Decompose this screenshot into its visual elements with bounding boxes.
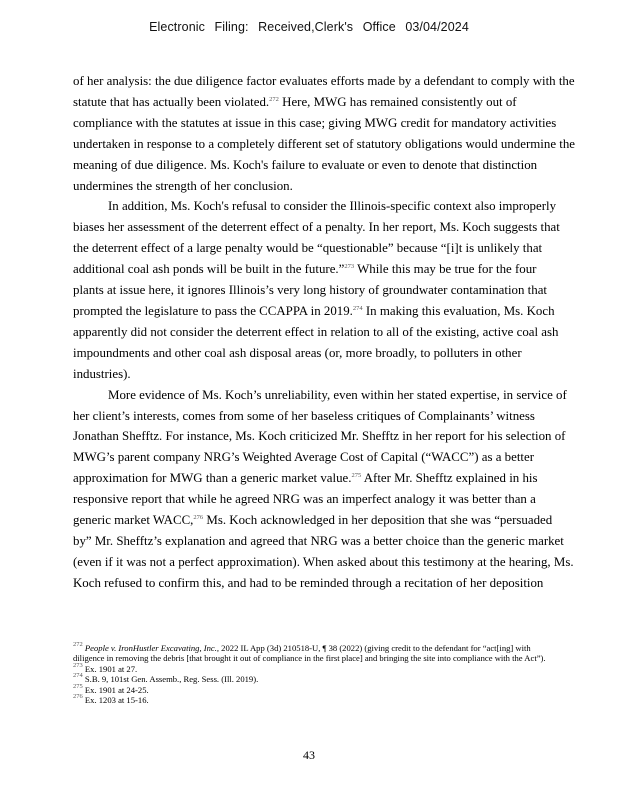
text-line: compliance with the statutes at issue in this case; giving MWG credit for mandatory activities [73, 115, 557, 130]
footnote-ref-274[interactable]: 274 [352, 304, 363, 312]
text-line: plants at issue here, it ignores Illinois’s very long history of groundwater contamination that [73, 283, 547, 298]
text-line: (even if it was not a perfect approximation). When asked about this testimony at the hearing, Ms. [73, 554, 574, 569]
text-line: her client’s interests, comes from some of her baseless critiques of Complainants’ witness [73, 408, 535, 423]
text-line: generic market WACC,$^{276}$ Ms. Koch acknowledged in her deposition that she was “persuaded [73, 513, 553, 528]
text-line: undertaken in response to a completely different set of statutory obligations would undermine the [73, 136, 576, 151]
footnote-273: $^{273}$ Ex. 1901 at 27. [73, 661, 138, 674]
text-line: industries). [73, 366, 131, 381]
text-line: Jonathan Shefftz. For instance, Ms. Koch criticized Mr. Shefftz in her report for his selection of [73, 429, 566, 444]
footnote-272: $^{272}$ People v. IronHustler Excavating, Inc., 2022 IL App (3d) 210518-U, ¶ 38 (2022) (giving credit to the defendant for “act[ing] with diligence in removing the debris [that brought it out of compliance in the first place] and bringing the site into compliance with the Act”). [73, 641, 546, 664]
case-name: People v. IronHustler Excavating, Inc. [84, 643, 217, 653]
filing-stamp: Electronic Filing: Received,Clerk's Office 03/04/2024 [149, 20, 469, 34]
text-line: apparently did not consider the deterrent effect in relation to all of the existing, active coal ash [73, 324, 559, 339]
body-text [73, 71, 601, 594]
text-line: approximation for MWG than a generic market value.$^{275}$ After Mr. Shefftz explained in his [73, 471, 538, 486]
text-line: More evidence of Ms. Koch’s unreliability, even within her stated expertise, in service of [108, 387, 567, 402]
paragraph-2 [73, 196, 601, 384]
footnote-275: $^{275}$ Ex. 1901 at 24-25. [73, 682, 149, 695]
paragraph-1 [73, 71, 601, 196]
text-line: undermines the strength of her conclusion. [73, 178, 293, 193]
footnote-ref-276[interactable]: 276 [193, 514, 204, 522]
page-number: 43 [303, 748, 315, 762]
paragraph-3 [73, 385, 601, 594]
text-line: additional coal ash ponds will be built in the future.”$^{273}$ While this may be true for the four [73, 262, 537, 277]
footnote-ref-275[interactable]: 275 [351, 472, 362, 480]
text-line: biases her assessment of the deterrent effect of a penalty. In her report, Ms. Koch suggests that [73, 220, 560, 235]
footnotes [73, 643, 553, 705]
footnote-ref-273[interactable]: 273 [344, 263, 355, 271]
text-line: prompted the legislature to pass the CCAPPA in 2019.$^{274}$ In making this evaluation, Ms. Koch [73, 303, 555, 318]
text-line: In addition, Ms. Koch's refusal to consider the Illinois-specific context also improperly [108, 199, 557, 214]
text-line: the deterrent effect of a large penalty would be “questionable” because “[i]t is unlikely that [73, 241, 543, 256]
text-line: of her analysis: the due diligence factor evaluates efforts made by a defendant to comply with the [73, 74, 575, 88]
footnote-274: $^{274}$ S.B. 9, 101st Gen. Assemb., Reg. Sess. (Ill. 2019). [73, 672, 259, 685]
text-line: impoundments and other coal ash disposal areas (or, more broadly, to polluters in other [73, 345, 522, 360]
footnote-ref-272[interactable]: 272 [269, 95, 279, 103]
text-line: responsive report that while he agreed NRG was an imperfect analogy it was better than a [73, 492, 536, 507]
text-line: statute that has actually been violated.$^{272}$ Here, MWG has remained consistently out of [73, 94, 517, 109]
text-line: by” Mr. Shefftz’s explanation and agreed that NRG was a better choice than the generic market [73, 533, 564, 548]
footnote-276: $^{276}$ Ex. 1203 at 15-16. [73, 693, 149, 706]
text-line: Koch refused to confirm this, and had to be reminded through a recitation of her deposition [73, 575, 544, 590]
text-line: meaning of due diligence. Ms. Koch's failure to evaluate or even to denote that distinction [73, 157, 538, 172]
text-line: MWG’s parent company NRG’s Weighted Average Cost of Capital (“WACC”) as a better [73, 450, 534, 465]
